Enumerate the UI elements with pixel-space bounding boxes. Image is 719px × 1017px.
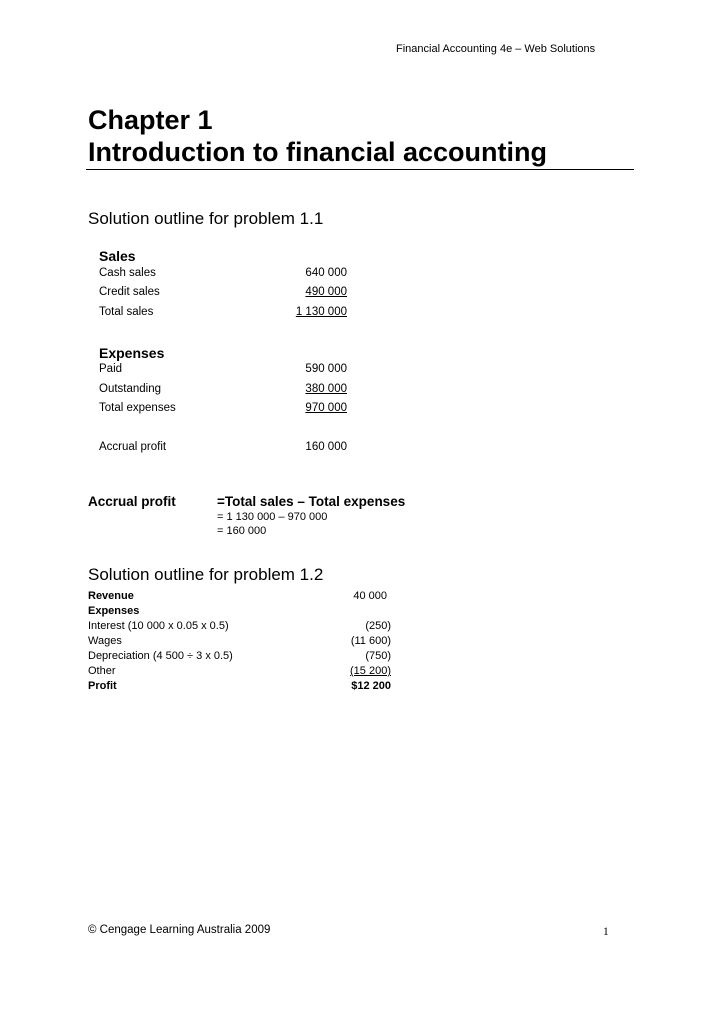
accrual-profit-value: 160 000: [305, 441, 347, 453]
cash-sales-value: 640 000: [305, 267, 347, 279]
problem-1-2-heading: Solution outline for problem 1.2: [88, 565, 324, 584]
depreciation-label: Depreciation (4 500 ÷ 3 x 0.5): [88, 650, 233, 662]
credit-sales-label: Credit sales: [99, 286, 160, 298]
profit-label: Profit: [88, 680, 117, 692]
formula-line-2: = 160 000: [217, 525, 267, 537]
other-number: (15 200): [350, 665, 391, 677]
expenses-heading-1-2: Expenses: [88, 605, 140, 617]
footer-copyright: © Cengage Learning Australia 2009: [88, 924, 271, 936]
interest-label: Interest (10 000 x 0.05 x 0.5): [88, 620, 229, 632]
problem-1-1-heading: Solution outline for problem 1.1: [88, 209, 324, 228]
expenses-section-title: Expenses: [99, 345, 165, 361]
total-expenses-number: 970 000: [305, 402, 347, 414]
outstanding-value: [257, 383, 347, 395]
paid-label: Paid: [99, 363, 123, 375]
total-expenses-label: Total expenses: [99, 402, 176, 414]
formula-line-1: = 1 130 000 – 970 000: [217, 511, 328, 523]
paid-value: 590 000: [305, 363, 347, 375]
total-expenses-value: [257, 402, 347, 414]
wages-label: Wages: [88, 635, 122, 647]
chapter-title: Introduction to financial accounting: [88, 137, 547, 167]
credit-sales-value: [257, 286, 347, 298]
credit-sales-number: 490 000: [305, 286, 347, 298]
revenue-value: 40 000: [353, 590, 387, 602]
outstanding-number: 380 000: [305, 383, 347, 395]
wages-value: (11 600): [350, 635, 391, 647]
profit-value: $12 200: [351, 680, 391, 692]
formula-expression: =Total sales – Total expenses: [217, 494, 406, 509]
running-header: Financial Accounting 4e – Web Solutions: [396, 43, 596, 55]
interest-value: (250): [365, 620, 391, 632]
page-number: 1: [603, 926, 609, 938]
cash-sales-label: Cash sales: [99, 267, 156, 279]
chapter-number: Chapter 1: [88, 105, 213, 135]
total-sales-number: 1 130 000: [295, 306, 347, 318]
total-sales-value: [257, 306, 347, 318]
accrual-profit-label: Accrual profit: [99, 441, 167, 453]
formula-label: Accrual profit: [88, 494, 176, 509]
total-sales-label: Total sales: [99, 306, 154, 318]
other-label: Other: [88, 665, 116, 677]
sales-section-title: Sales: [99, 248, 136, 264]
outstanding-label: Outstanding: [99, 383, 162, 395]
other-value: [301, 665, 391, 677]
depreciation-value: (750): [365, 650, 391, 662]
revenue-label: Revenue: [88, 590, 134, 602]
title-divider: [86, 169, 634, 170]
